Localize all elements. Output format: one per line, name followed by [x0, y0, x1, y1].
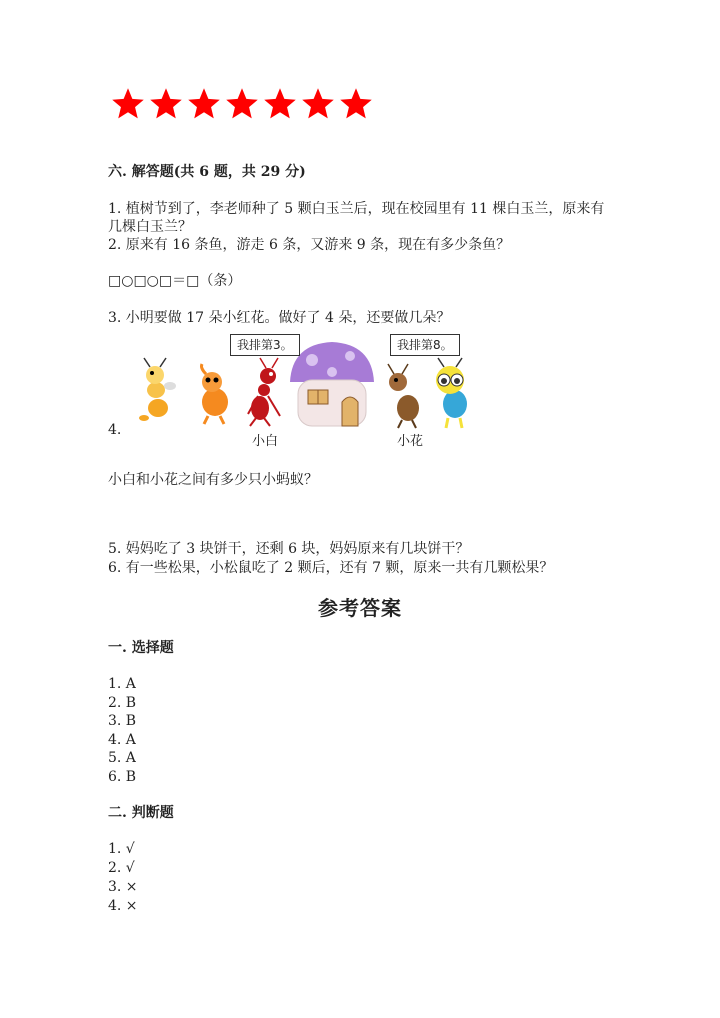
star-icon — [338, 86, 374, 122]
answer-item: 4. × — [108, 898, 138, 914]
question-1-line1: 1. 植树节到了，李老师种了 5 颗白玉兰后，现在校园里有 11 棵白玉兰，原来有 — [108, 201, 605, 217]
star-icon — [262, 86, 298, 122]
answers-title: 参考答案 — [318, 596, 402, 620]
answers-section2-heading: 二. 判断题 — [108, 805, 174, 821]
question-6: 6. 有一些松果，小松鼠吃了 2 颗后，还有 7 颗，原来一共有几颗松果？ — [108, 560, 554, 576]
answer-item: 3. × — [108, 879, 138, 895]
speech-bubble-right: 我排第8。 — [390, 334, 460, 356]
question-2: 2. 原来有 16 条鱼，游走 6 条，又游来 9 条，现在有多少条鱼？ — [108, 237, 511, 253]
ant-5-icon — [436, 358, 467, 428]
section6-heading: 六. 解答题(共 6 题，共 29 分) — [108, 164, 306, 180]
answer-item: 1. √ — [108, 841, 135, 857]
ants-illustration — [120, 330, 490, 455]
star-icon — [148, 86, 184, 122]
question-1-line2: 几棵白玉兰？ — [108, 219, 192, 235]
ant-2-icon — [202, 364, 229, 424]
star-icon — [110, 86, 146, 122]
mushroom-house-icon — [290, 342, 374, 426]
question-2-formula: □○□○□＝□（条） — [108, 273, 242, 289]
answer-item: 4. A — [108, 731, 136, 748]
label-xiaobai: 小白 — [252, 434, 279, 449]
answer-item: 5. A — [108, 750, 136, 767]
question-3: 3. 小明要做 17 朵小红花。做好了 4 朵，还要做几朵？ — [108, 310, 451, 326]
question-5: 5. 妈妈吃了 3 块饼干，还剩 6 块，妈妈原来有几块饼干？ — [108, 541, 470, 557]
question-4-text: 小白和小花之间有多少只小蚂蚁？ — [108, 472, 318, 488]
ant-3-icon — [248, 358, 280, 426]
star-icon — [300, 86, 336, 122]
answer-item: 3. B — [108, 713, 137, 730]
ant-1-icon — [139, 358, 176, 421]
speech-bubble-left: 我排第3。 — [230, 334, 300, 356]
answer-item: 6. B — [108, 769, 137, 785]
star-icon — [224, 86, 260, 122]
answer-item: 2. B — [108, 694, 137, 711]
answers-section1-heading: 一. 选择题 — [108, 640, 174, 656]
label-xiaohua: 小花 — [397, 434, 424, 449]
ant-4-icon — [388, 364, 419, 428]
star-icon — [186, 86, 222, 122]
star-rating — [110, 86, 376, 126]
answer-item: 2. √ — [108, 860, 135, 876]
answer-item: 1. A — [108, 676, 136, 692]
question-4-number: 4. — [108, 422, 122, 438]
